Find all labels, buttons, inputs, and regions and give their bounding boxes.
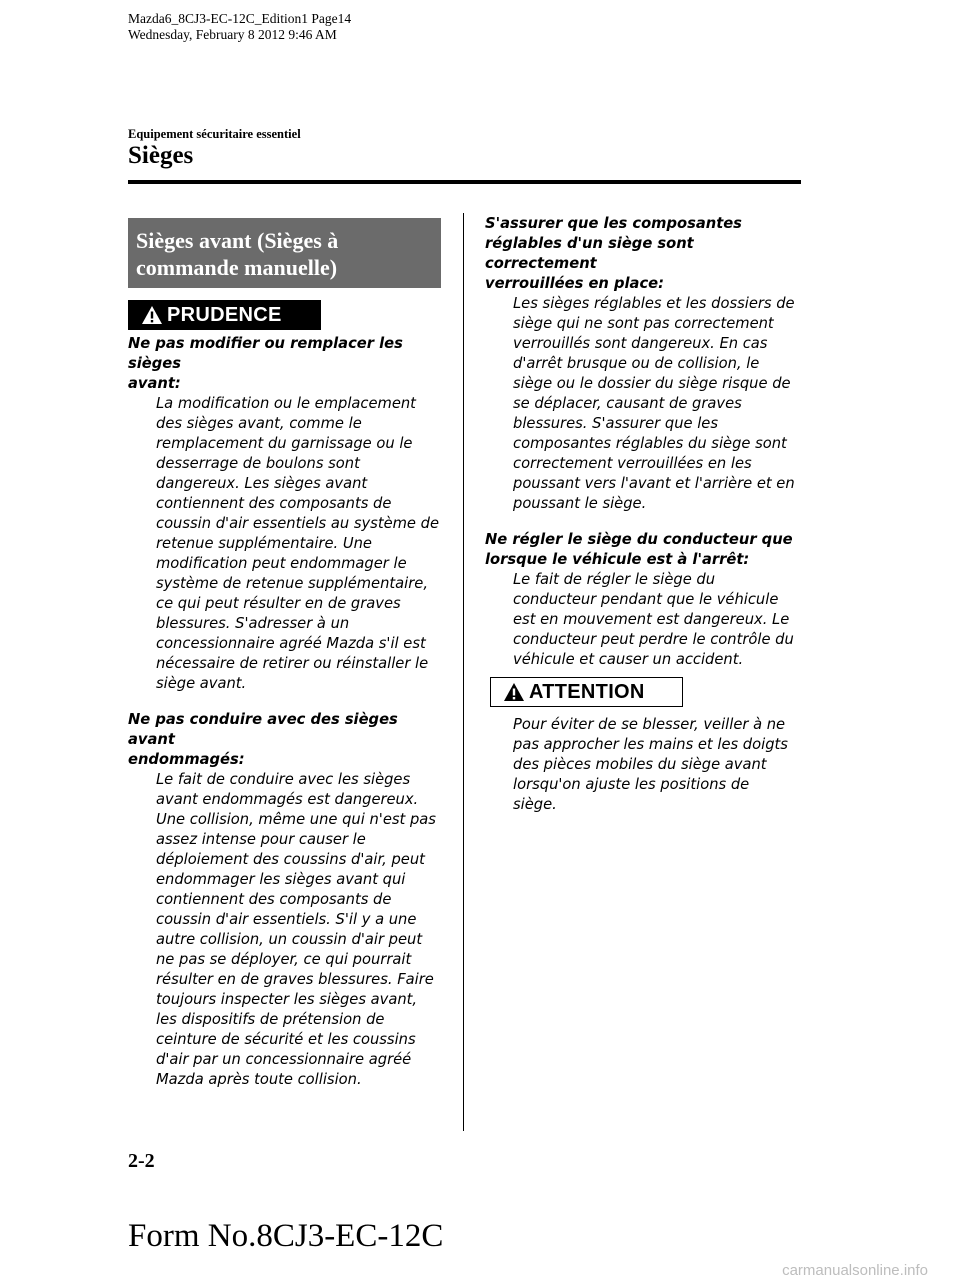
section-heading-line: commande manuelle) [136,255,338,280]
warning-icon [503,682,525,702]
left-column [128,334,448,1106]
section-label: Equipement sécuritaire essentiel [128,127,301,141]
attention-text: Pour éviter de se blesser, veiller à ne pas approcher les mains et les doigts des pièces mobiles du siège avant lorsqu'on ajuste les positions de siège. [513,716,788,813]
warning-item [128,334,448,694]
attention-label [490,677,683,707]
column-divider [463,213,464,1131]
warning-body: La modification ou le emplacement des sièges avant, comme le remplacement du garnissage ou le desserrage de boulons sont dangereux. Les sièges avant contiennent des composants de coussin d'air essentiels au système de retenue supplémentaire. Une modification peut endommager le système de retenue supplémentaire, ce qui peut résulter en de graves blessures. S'adresser à un concessionnaire agréé Mazda s'il est nécessaire de retirer ou réinstaller le siège avant. [156,395,439,692]
section-heading [128,218,441,288]
title-rule [128,180,801,184]
right-column [485,214,805,686]
attention-label-text: ATTENTION [529,680,645,703]
page-number: 2-2 [128,1150,155,1172]
warning-body: Le fait de régler le siège du conducteur pendant que le véhicule est en mouvement est dangereux. Le conducteur peut perdre le contrôle du véhicule et causer un accident. [513,571,794,668]
watermark: carmanualsonline.info [782,1262,928,1279]
warning-lead: S'assurer que les composantes réglables d'un siège sont correctement verrouillées en place: [485,215,742,292]
prudence-label-text: PRUDENCE [167,303,282,326]
page-title: Sièges [128,142,194,169]
warning-lead: Ne régler le siège du conducteur que lorsque le véhicule est à l'arrêt: [485,531,793,568]
warning-item [485,530,805,670]
section-heading-line: Sièges avant (Sièges à [136,228,339,253]
warning-item [128,710,448,1090]
prudence-label [128,300,321,330]
print-metadata-line: Mazda6_8CJ3-EC-12C_Edition1 Page14 [128,11,352,26]
print-metadata [128,11,351,43]
warning-body: Le fait de conduire avec les sièges avant endommagés est dangereux. Une collision, même une qui n'est pas assez intense pour causer le déploiement des coussins d'air, peut endommager les sièges avant qui contiennent des composants de coussin d'air essentiels. S'il y a une autre collision, un coussin d'air peut ne pas se déployer, ce qui pourrait résulter en de graves blessures. Faire toujours inspecter les sièges avant, les dispositifs de prétension de ceinture de sécurité et les coussins d'air par un concessionnaire agréé Mazda après toute collision. [156,771,436,1088]
warning-icon [141,305,163,325]
form-number: Form No.8CJ3-EC-12C [128,1218,444,1254]
warning-item [485,214,805,514]
warning-lead: Ne pas modifier ou remplacer les sièges avant: [128,335,403,392]
warning-lead: Ne pas conduire avec des sièges avant endommagés: [128,711,398,768]
print-metadata-line: Wednesday, February 8 2012 9:46 AM [128,27,337,42]
warning-body: Les sièges réglables et les dossiers de siège qui ne sont pas correctement verrouillés sont dangereux. En cas d'arrêt brusque ou de collision, le siège ou le dossier du siège risque de se déplacer, causant de graves blessures. S'assurer que les composantes réglables du siège sont correctement verrouillées en les poussant vers l'avant et l'arrière et en poussant le siège. [513,295,795,512]
